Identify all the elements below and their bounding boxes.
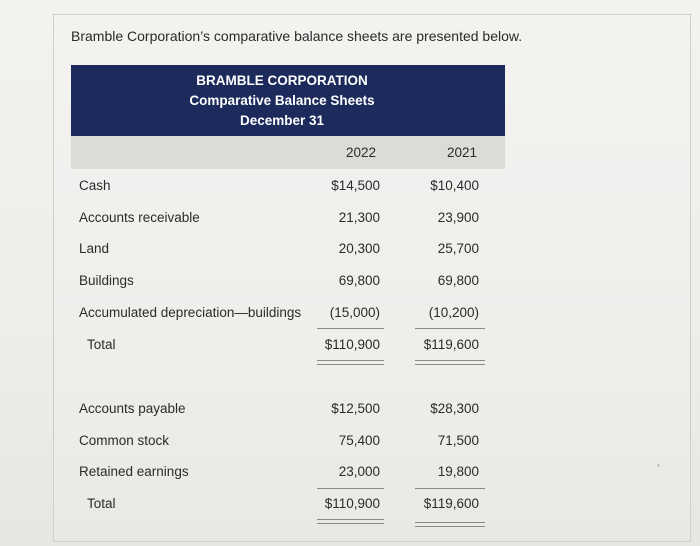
table-row (71, 273, 505, 293)
total-double-rule-2022 (317, 360, 384, 365)
subtotal-rule-2022 (317, 488, 384, 489)
table-row (71, 401, 505, 421)
statement-header (71, 65, 505, 136)
year-2022-header: 2022 (345, 145, 376, 160)
value-2021: 71,500 (437, 433, 479, 448)
year-header-row (71, 136, 505, 169)
subtotal-rule-2022 (317, 328, 384, 329)
total-2022: $110,900 (324, 337, 380, 352)
intro-text: Bramble Corporation’s comparative balance sheets are presented below. (71, 28, 523, 44)
total-2021: $119,600 (423, 496, 479, 511)
row-label: Retained earnings (79, 464, 189, 479)
value-2021: 23,900 (437, 210, 479, 225)
decorative-dot (657, 464, 660, 467)
company-name: BRAMBLE CORPORATION (196, 73, 368, 88)
value-2022: $14,500 (331, 178, 380, 193)
row-label: Common stock (79, 433, 170, 448)
total-row (71, 337, 505, 357)
value-2021: $10,400 (430, 178, 479, 193)
value-2022: 69,800 (338, 273, 380, 288)
table-row (71, 210, 505, 230)
total-2021: $119,600 (423, 337, 479, 352)
row-label: Buildings (79, 273, 134, 288)
year-2021-header: 2021 (446, 145, 477, 160)
row-label: Accumulated depreciation—buildings (79, 305, 302, 320)
total-label: Total (87, 496, 116, 511)
value-2021: 69,800 (437, 273, 479, 288)
total-double-rule-2021 (415, 360, 485, 365)
value-2022: 21,300 (338, 210, 380, 225)
total-double-rule-2022 (317, 519, 384, 524)
subtotal-rule-2021 (415, 328, 485, 329)
row-label: Land (79, 241, 110, 256)
row-label: Cash (79, 178, 111, 193)
subtotal-rule-2021 (415, 488, 485, 489)
row-label: Accounts payable (79, 401, 186, 416)
value-2021: 25,700 (437, 241, 479, 256)
value-2021: 19,800 (437, 464, 479, 479)
value-2021: (10,200) (428, 305, 479, 320)
total-2022: $110,900 (324, 496, 380, 511)
table-row (71, 241, 505, 261)
total-label: Total (87, 337, 116, 352)
table-row (71, 464, 505, 484)
table-row (71, 305, 505, 325)
value-2022: (15,000) (329, 305, 380, 320)
value-2021: $28,300 (430, 401, 479, 416)
table-row (71, 178, 505, 198)
row-label: Accounts receivable (79, 210, 200, 225)
value-2022: $12,500 (331, 401, 380, 416)
statement-title: Comparative Balance Sheets (189, 93, 375, 108)
value-2022: 20,300 (338, 241, 380, 256)
value-2022: 23,000 (338, 464, 380, 479)
value-2022: 75,400 (338, 433, 380, 448)
total-double-rule-2021 (415, 522, 485, 527)
table-row (71, 433, 505, 453)
total-row (71, 496, 505, 516)
statement-date: December 31 (239, 113, 325, 128)
